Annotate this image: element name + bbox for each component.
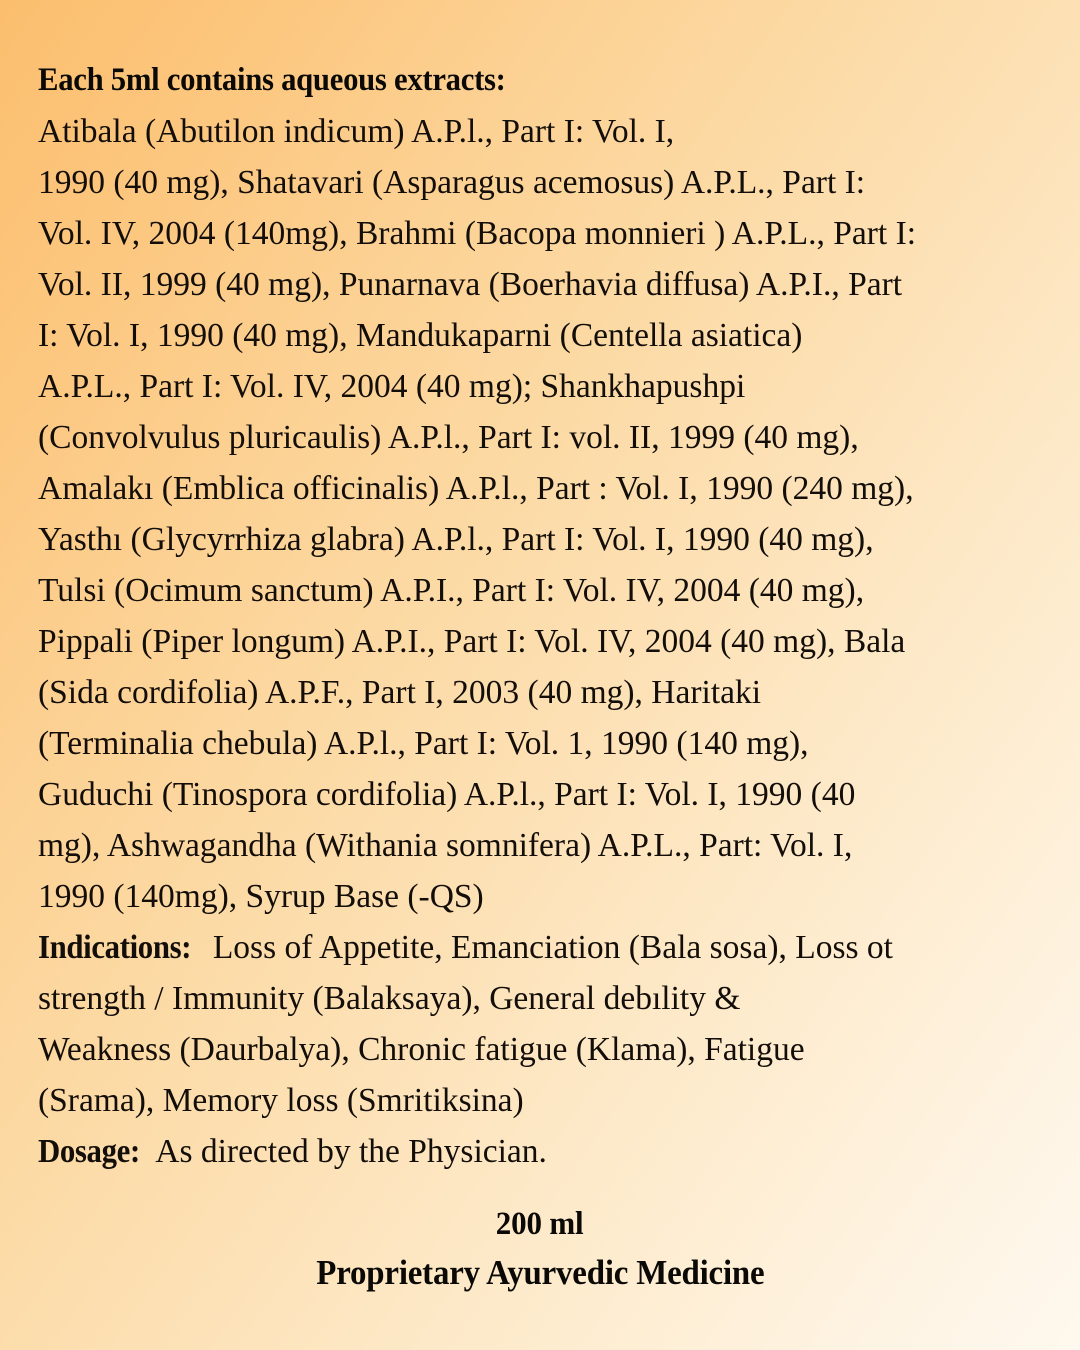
composition-line: 1990 (40 mg), Shatavari (Asparagus acemosus) A.P.L., Part I:: [38, 164, 866, 201]
composition-line: Guduchi (Tinospora cordifolia) A.P.l., Part I: Vol. I, 1990 (40: [38, 776, 856, 813]
composition-line: (Sida cordifolia) A.P.F., Part I, 2003 (40 mg), Haritaki: [38, 674, 762, 711]
net-volume-text: 200 ml: [496, 1206, 584, 1242]
composition-line: A.P.L., Part I: Vol. IV, 2004 (40 mg); Shankhapushpi: [38, 368, 746, 405]
composition-line: I: Vol. I, 1990 (40 mg), Mandukaparni (Centella asiatica): [38, 317, 803, 354]
composition-line: Pippali (Piper longum) A.P.I., Part I: Vol. IV, 2004 (40 mg), Bala: [38, 623, 906, 660]
indications-section: [38, 922, 1044, 1126]
composition-section: [38, 55, 1044, 922]
medicine-type-row: [0, 1248, 1080, 1298]
composition-line: Vol. IV, 2004 (140mg), Brahmi (Bacopa monnieri ) A.P.L., Part I:: [38, 215, 917, 252]
dosage-label: Dosage:: [38, 1133, 140, 1170]
composition-line: Atibala (Abutilon indicum) A.P.l., Part I: Vol. I,: [38, 113, 675, 150]
dosage-line: As directed by the Physician.: [148, 1133, 547, 1170]
composition-heading: Each 5ml contains aqueous extracts:: [38, 62, 506, 98]
indications-line: Weakness (Daurbalya), Chronic fatigue (Klama), Fatigue: [38, 1031, 805, 1068]
composition-line: (Convolvulus pluricaulis) A.P.l., Part I: vol. II, 1999 (40 mg),: [38, 419, 859, 456]
composition-line: Yasthı (Glycyrrhiza glabra) A.P.l., Part I: Vol. I, 1990 (40 mg),: [38, 521, 874, 558]
label-footer: [0, 1200, 1080, 1298]
composition-line: mg), Ashwagandha (Withania somnifera) A.P.L., Part: Vol. I,: [38, 827, 853, 864]
indications-line: strength / Immunity (Balaksaya), General debılity &: [38, 980, 741, 1017]
dosage-first-line: [38, 1126, 1044, 1177]
medicine-type-text: Proprietary Ayurvedic Medicine: [315, 1253, 765, 1292]
dosage-section: [38, 1126, 1044, 1177]
volume-row: [0, 1200, 1080, 1248]
composition-line: Amalakı (Emblica officinalis) A.P.l., Part : Vol. I, 1990 (240 mg),: [38, 470, 914, 507]
composition-line: (Terminalia chebula) A.P.l., Part I: Vol. 1, 1990 (140 mg),: [38, 725, 809, 762]
indications-line: (Srama), Memory loss (Smritiksina): [38, 1082, 524, 1119]
composition-line: Vol. II, 1999 (40 mg), Punarnava (Boerhavia diffusa) A.P.I., Part: [38, 266, 903, 303]
indications-line: Loss of Appetite, Emanciation (Bala sosa), Loss ot: [204, 929, 893, 966]
composition-line: Tulsi (Ocimum sanctum) A.P.I., Part I: Vol. IV, 2004 (40 mg),: [38, 572, 865, 609]
indications-label: Indications:: [38, 929, 192, 966]
composition-line: 1990 (140mg), Syrup Base (-QS): [38, 878, 484, 915]
indications-first-line: [38, 922, 1044, 973]
